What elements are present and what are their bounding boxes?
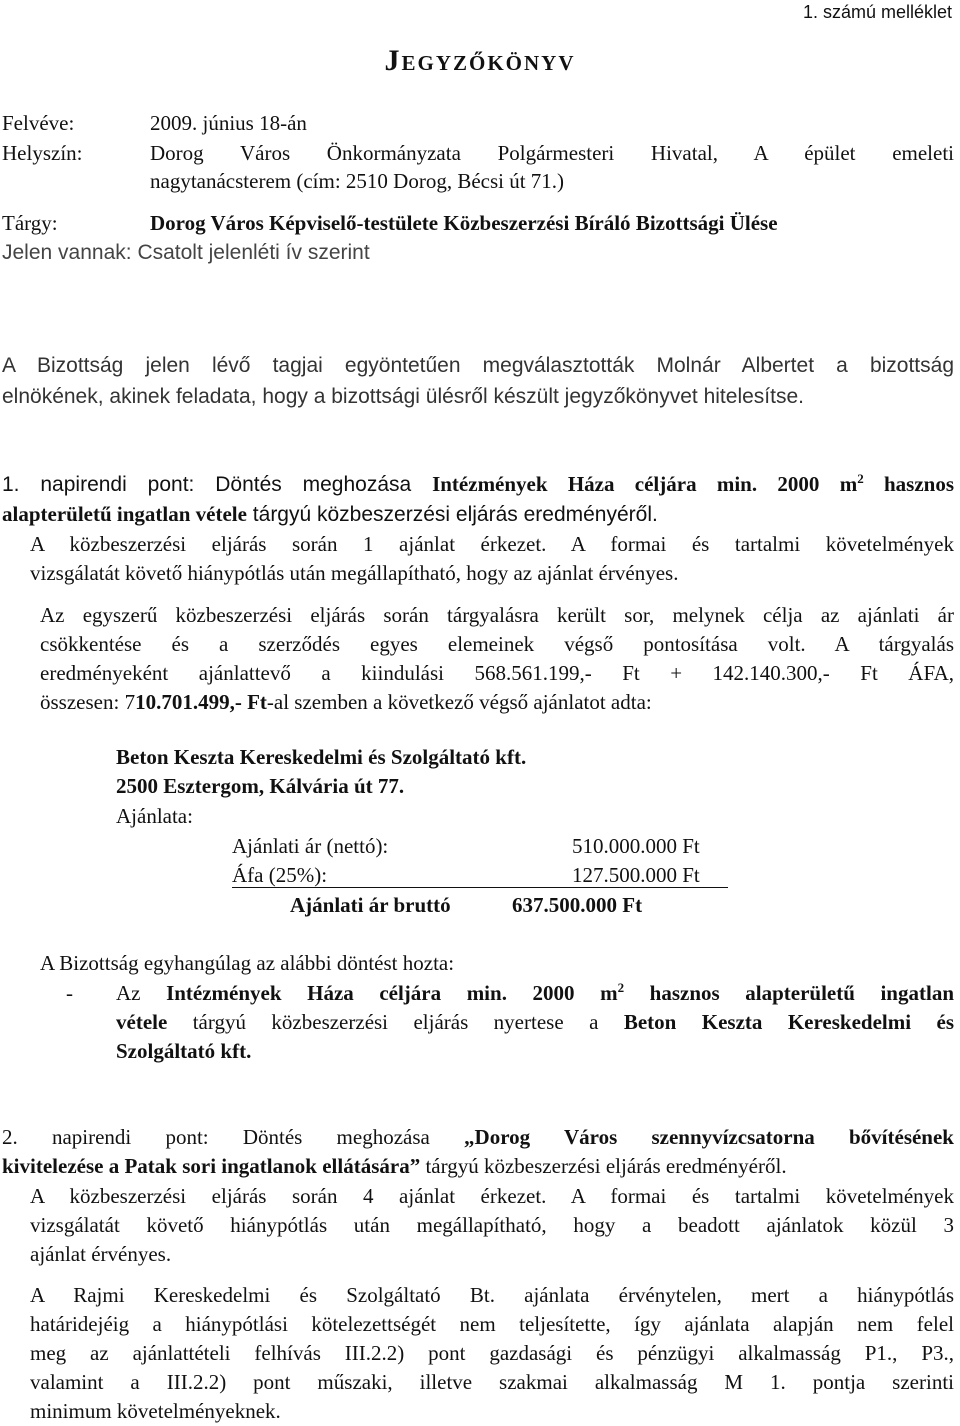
net-price-value: 510.000.000 Ft — [572, 834, 700, 858]
text-run: „Dorog Város szennyvízcsatorna bővítésének — [464, 1125, 954, 1149]
agenda-2-para2-line: minimum követelményeknek. — [30, 1399, 281, 1423]
text-run: tárgyú közbeszerzési eljárás nyertese a — [167, 1010, 624, 1034]
decision-line: Szolgáltató kft. — [116, 1039, 252, 1063]
text-run: Intézmények Háza céljára min. — [166, 981, 507, 1005]
offer-address: 2500 Esztergom, Kálvária út 77. — [116, 774, 405, 798]
text-run — [507, 981, 954, 1005]
present-row — [2, 241, 370, 265]
agenda-1-heading-line2 — [2, 502, 658, 527]
agenda-2-para2-line: meg az ajánlattételi felhívás III.2.2) pont gazdasági és pénzügyi alkalmasság P1., P3., — [30, 1341, 954, 1365]
text-run: 10.701.499,- Ft — [135, 690, 267, 714]
text-run — [757, 472, 954, 496]
agenda-2-text-line: vizsgálatát követő hiánypótlás után megállapítható, hogy a beadott ajánlatok közül 3 — [30, 1213, 954, 1237]
place-label: Helyszín: — [2, 141, 83, 165]
decision-line — [116, 981, 954, 1006]
agenda-1-para2-line: eredményeként ajánlattevő a kiindulási 568.561.199,- Ft + 142.140.300,- Ft ÁFA, — [40, 661, 954, 685]
annex-label: 1. számú melléklet — [802, 2, 952, 22]
text-run: Az — [116, 981, 167, 1005]
place-value-line1: Dorog Város Önkormányzata Polgármesteri Hivatal, A épület emeleti — [150, 141, 954, 165]
text-run: alapterületű ingatlan vétele — [2, 502, 247, 526]
agenda-1-heading-line1 — [2, 472, 954, 497]
agenda-1-text-line: vizsgálatát követő hiánypótlás után megállapítható, hogy az ajánlat érvényes. — [30, 561, 679, 585]
vat-value: 127.500.000 Ft — [572, 863, 700, 887]
text-run: 1. napirendi pont: Döntés meghozása — [2, 473, 433, 496]
offer-label: Ajánlata: — [116, 804, 193, 828]
agenda-2-para2-line: A Rajmi Kereskedelmi és Szolgáltató Bt. ajánlata érvénytelen, mert a hiánypótlás — [30, 1283, 954, 1307]
agenda-2-heading-line1 — [2, 1125, 954, 1150]
text-run: 2. napirendi pont: Döntés meghozása — [2, 1125, 465, 1149]
text-run: hasznos — [863, 472, 954, 496]
subject-value: Dorog Város Képviselő-testülete Közbeszerzési Bíráló Bizottsági Ülése — [150, 211, 778, 235]
text-run: 2000 m — [506, 981, 618, 1005]
recorded-value: 2009. június 18-án — [150, 111, 307, 135]
decision-line — [116, 1010, 954, 1035]
intro-line: elnökének, akinek feladata, hogy a bizottsági ülésről készült jegyzőkönyvet hitelesítse. — [2, 385, 804, 408]
present-value: Csatolt jelenléti ív szerint — [137, 241, 370, 264]
place-value-line2: nagytanácsterem (cím: 2510 Dorog, Bécsi út 71.) — [150, 169, 565, 193]
intro-line: A Bizottság jelen lévő tagjai egyöntetűen megválasztották Molnár Albertet a bizottság — [2, 354, 954, 377]
text-run: tárgyú közbeszerzési eljárás eredményéről. — [246, 503, 658, 526]
net-price-label: Ajánlati ár (nettó): — [232, 834, 389, 858]
text-run: 2000 m — [757, 472, 858, 496]
gross-price-value: 637.500.000 Ft — [512, 893, 643, 917]
text-run: hasznos alapterületű ingatlan — [624, 981, 954, 1005]
agenda-1-para2-line: csökkentése és a szerződés egyes elemeinek végső pontosítása volt. A tárgyalás — [40, 632, 954, 656]
agenda-2-heading-line2 — [2, 1154, 787, 1179]
document-title: Jegyzőkönyv — [384, 44, 576, 77]
text-run: -al szemben a következő végső ajánlatot adta: — [266, 690, 652, 714]
agenda-2-text-line: A közbeszerzési eljárás során 4 ajánlat érkezet. A formai és tartalmi követelmények — [30, 1184, 954, 1208]
text-run: Intézmények Háza céljára min. — [432, 472, 758, 496]
text-run: tárgyú közbeszerzési eljárás eredményéről. — [420, 1154, 787, 1178]
agenda-2-para2-line: valamint a III.2.2) pont műszaki, illetve szakmai alkalmasság M 1. pontja szerinti — [30, 1370, 954, 1394]
agenda-1-para2-line — [40, 690, 652, 715]
subject-label: Tárgy: — [2, 211, 58, 235]
offer-company: Beton Keszta Kereskedelmi és Szolgáltató kft. — [116, 745, 527, 769]
text-run: Beton Keszta Kereskedelmi és — [623, 1010, 955, 1034]
superscript: 2 — [857, 471, 864, 486]
vat-label: Áfa (25%): — [232, 863, 328, 887]
recorded-label: Felvéve: — [2, 111, 75, 135]
agenda-1-para2-line: Az egyszerű közbeszerzési eljárás során tárgyalásra került sor, melynek célja az ajánlati ár — [40, 603, 954, 627]
gross-price-label: Ajánlati ár bruttó — [290, 893, 451, 917]
agenda-1-text-line: A közbeszerzési eljárás során 1 ajánlat érkezet. A formai és tartalmi követelmények — [30, 532, 954, 556]
decision-intro: A Bizottság egyhangúlag az alábbi döntést hozta: — [40, 951, 455, 975]
present-label: Jelen vannak: — [2, 241, 132, 264]
agenda-2-text-line: ajánlat érvényes. — [30, 1242, 172, 1266]
agenda-2-para2-line: határidejéig a hiánypótlási kötelezettségét nem teljesítette, így ajánlata alapján nem felel — [30, 1312, 954, 1336]
text-run: összesen: 7 — [40, 690, 136, 714]
text-run: vétele — [116, 1010, 168, 1034]
superscript: 2 — [617, 980, 625, 995]
bullet-dash: - — [66, 981, 73, 1005]
text-run: kivitelezése a Patak sori ingatlanok ellátására” — [2, 1154, 421, 1178]
